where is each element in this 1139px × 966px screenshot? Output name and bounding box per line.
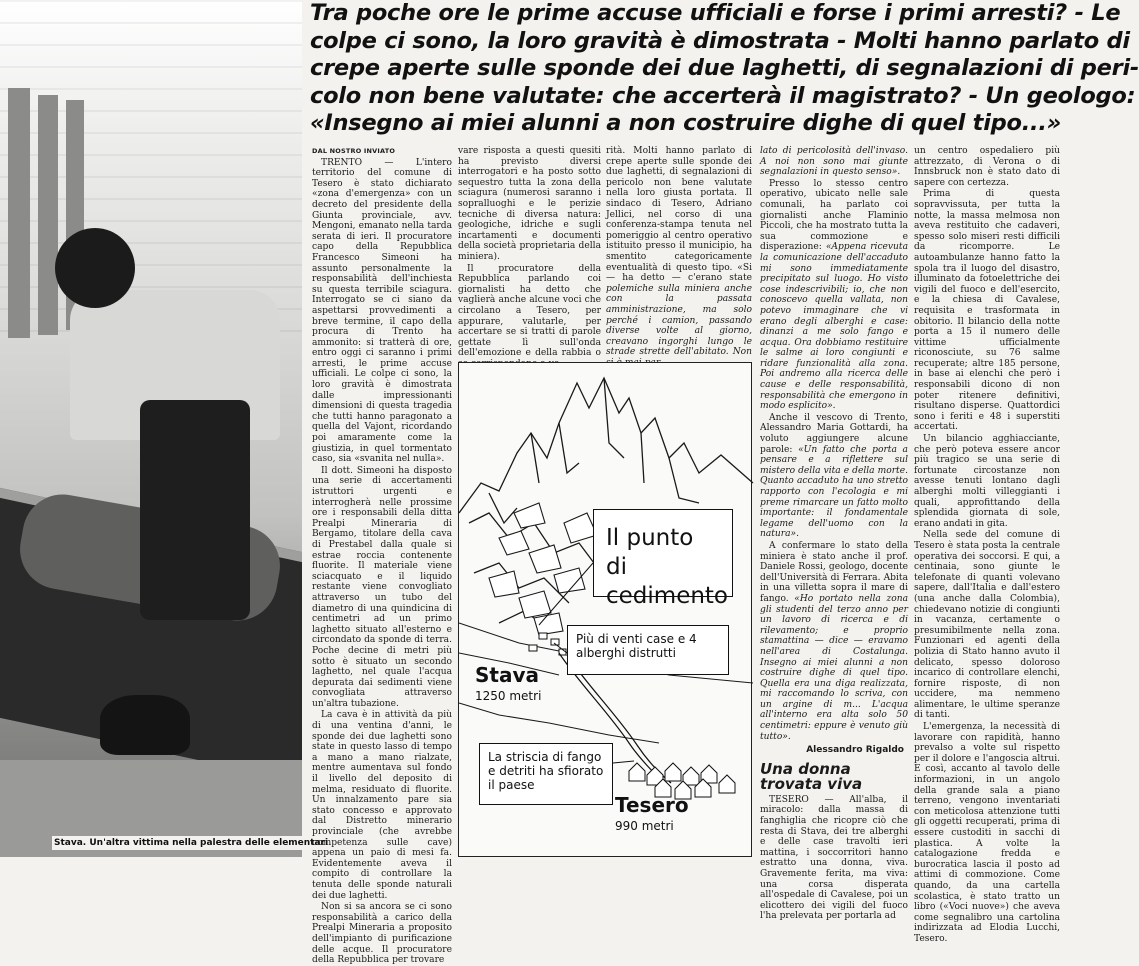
- article-paragraph: TRENTO — L'intero territorio del comune di Tesero è stato dichiarato «zona d'emergenza» con un decreto del presidente della Giunta provinciale, avv. Mengoni, emanato nella tarda serata di ieri. Il procuratore capo della Repubblica Francesco Simeoni ha assunto personalmente la responsabilità dell'inchiesta su questa terribile sciagura. Interrogato se ci siano da aspettarsi provvedimenti a breve termine, il capo della procura di Trento ha ammonito: si tratterà di ore, entro oggi ci saranno i primi arresti, le prime accuse ufficiali. Le colpe ci sono, la loro gravità è dimostrata dalle impressionanti dimensioni di questa tragedia che tutti hanno paragonato a quella del Vajont, ricordando poi amaramente come la giustizia, in quel tormentato caso, sia «svanita nel nulla».: [312, 157, 452, 465]
- article-paragraph: L'emergenza, la necessità di lavorare con rapidità, hanno prevalso a volte sul rispetto per il dolore e l'angoscia altrui. E così, accanto al tavolo delle informazioni, in un angolo della grande sala a piano terreno, vengono inventariati con meticolosa attenzione tutti gli oggetti recuperati, prima di essere custoditi in sacchi di plastica. A volte la catalogazione fredda e burocratica lascia il posto ad attimi di commozione. Come quando, da una cartella scolastica, è stato tratto un libro («Voci nuove») che aveva come segnalibro una cartolina indirizzata ad Elodia Lucchi, Tesero.: [914, 722, 1060, 944]
- article-quote: «Appena ricevuta la comunicazione dell'accaduto mi sono immediatamente precipitato sul luogo. Ho visto cose indescrivibili; io, che non conoscevo quella vallata, non potevo immaginare che vi erano degli alberghi e case: dinanzi a me solo fango e acqua. Ora dobbiamo restituire le salme ai loro congiunti e ridare funzionalità alla zona. Poi andremo alla ricerca delle cause e delle responsabilità, responsabilità che emergono in modo esplicito».: [760, 242, 908, 412]
- photo-rescuer-legs: [140, 400, 250, 620]
- map-title-line: di cedimento: [606, 554, 729, 609]
- article-text: Anche il vescovo di Trento, Alessandro Maria Gottardi, ha voluto aggiungere alcune parole:: [760, 412, 908, 455]
- article-column-1: [312, 146, 452, 966]
- article-paragraph: [760, 413, 908, 540]
- headline-line: «Insegno ai miei alunni a non costruire dighe di quel tipo...»: [310, 110, 1061, 136]
- headline-line: colpe ci sono, la loro gravità è dimostrata - Molti hanno parlato di: [310, 27, 1130, 54]
- headline: [310, 0, 1139, 142]
- article-column-2: [458, 146, 601, 358]
- headline-line: crepe aperte sulle sponde dei due laghetti, di segnalazioni di peri-: [310, 55, 1139, 81]
- article-paragraph: Il procuratore della Repubblica parlando coi giornalisti ha detto che vaglierà anche alcune voci che circolano a Tesero, per appurare, valutarle, per accertare se si tratti di parole gettate lì sull'onda dell'emozione e della rabbia o: [458, 263, 601, 359]
- news-photo: [0, 0, 329, 857]
- map-label-mud: La striscia di fango e detriti ha sfiorato il paese: [479, 743, 613, 805]
- photo-column: [8, 88, 30, 338]
- map-title-box: [593, 509, 733, 609]
- subheadline: Una donna trovata viva: [760, 759, 863, 793]
- article-paragraph: vare risposta a questi quesiti ha previsto diversi interrogatori e ha posto sotto sequestro tutta la zona della sciagura (numerosi saranno i sopralluoghi e le perizie tecniche di diversa natura: geologiche, idriche e sugli incartamenti e documenti della società proprietaria della miniera).: [458, 146, 601, 262]
- article-text: Presso lo stesso centro operativo, ubicato nelle sale comunali, ha parlato coi giornalisti anche Flaminio Piccoli, che ha mostrato tutta la sua commozione e disperazione:: [760, 178, 908, 253]
- article-quote: «Ho portato nella zona gli studenti del terzo anno per un lavoro di ricerca e di rilevamento; e proprio stamattina — dice — eravamo nell'area di Costalunga. Insegno ai miei alunni a non costruire dighe di quel tipo. Quella era una diga realizzata, mi raccomando lo scriva, con un argine di m... L'acqua all'interno era alta solo 50 centimetri: eppure è venuto giù tutto».: [760, 593, 908, 742]
- place-tesero: Tesero: [615, 793, 689, 817]
- article-paragraph: Prima di questa sopravvissuta, per tutta la notte, la massa melmosa non aveva restituito che cadaveri, spesso solo miseri resti difficili da ricomporre. Le autoambulanze hanno fatto la spola tra il luogo del disastro, illuminato da fotoelettriche dei vigili del fuoco e dell'esercito, e la chiesa di Cavalese, requisita e trasformata in obitorio. Il bilancio della notte porta a 15 il numero delle vittime ufficialmente riconosciute, su 76 salme recuperate; altre 185 persone, in base ai elenchi che però i responsabili dicono di non poter ritenere definitivi, risultano disperse. Quattordici sono i feriti e 48 i superstiti accertati.: [914, 189, 1060, 433]
- article-paragraph: Nella sede del comune di Tesero è stata posta la centrale operativa dei soccorsi. E qui, a centinaia, sono giunte le telefonate di quanti volevano sapere, dall'Italia e dall'estero (una anche dalla Colombia), chiedevano notizie di congiunti in vacanza, certamente o presumibilmente nella zona. Funzionari ed agenti della polizia di Stato hanno avuto il delicato, spesso doloroso incarico di controllare elenchi, fornire risposte, di non uccidere, ma nemmeno alimentare, le ultime speranze di tanti.: [914, 530, 1060, 721]
- article-quote: lato di pericolosità dell'invaso. A noi non sono mai giunte segnalazioni in questo senso».: [760, 146, 908, 178]
- photo-shoe: [100, 695, 190, 755]
- article-signature: Alessandro Rigaldo: [806, 745, 904, 756]
- article-paragraph: La cava è in attività da più di una ventina d'anni, le sponde dei due laghetti sono state in questo lasso di tempo a mano a mano rialzate, mentre aumentava sul fondo il livello del deposito di melma, residuato di fluorite. Un innalzamento pare sia stato concesso e approvato dal Distretto minerario provinciale (che avrebbe competenza sulle cave) appena un paio di mesi fa. Evidentemente aveva il compito di controllare la tenuta delle sponde naturali dei due laghetti.: [312, 710, 452, 901]
- map-title-line: Il punto: [606, 525, 694, 551]
- photo-caption: Stava. Un'altra vittima nella palestra delle elementari: [54, 838, 329, 848]
- photo-column: [38, 95, 58, 335]
- place-stava-altitude: 1250 metri: [475, 689, 542, 703]
- article-column-5: [914, 146, 1060, 944]
- article-paragraph: [760, 541, 908, 742]
- article-quote: «Un fatto che porta a pensare e a riflettere sul mistero della vita e della morte. Quanto accaduto ha uno stretto rapporto con l'ecologia e mi preme rimarcare un fatto molto importante: il fondamentale legame dell'uomo con la natura».: [760, 444, 908, 540]
- article-text: A confermare lo stato della miniera è stato anche il prof. Daniele Rossi, geologo, docente dell'Università di Ferrara. Abita in una villetta sopra il mare di fango.: [760, 540, 908, 604]
- map-label-houses: Più di venti case e 4 alberghi distrutti: [567, 625, 729, 675]
- article-paragraph: Un bilancio agghiacciante, che però poteva essere ancor più tragico se una serie di fortunate circostanze non avesse tenuti lontano dagli alberghi molti villeggianti i quali, approfittando della splendida giornata di sole, erano andati in gita.: [914, 434, 1060, 529]
- headline-line: colo non bene valutate: che accerterà il magistrato? - Un geologo:: [310, 82, 1136, 109]
- map-illustration: [458, 362, 752, 857]
- article-column-3: [606, 146, 752, 358]
- article-paragraph: [606, 146, 752, 368]
- article-paragraph: Il dott. Simeoni ha disposto una serie di accertamenti istruttori urgenti e interrogherà nelle prossime ore i responsabili della ditta Prealpi Mineraria di Bergamo, titolare della cava di Prestabel dalla quale si estrae roccia contenente fluorite. Il materiale viene sciacquato e il liquido restante viene convogliato attraverso un tubo del diametro di una quindicina di centimetri ad un primo laghetto situato all'esterno e circondato da sponde di terra. Poche decine di metri più sotto è situato un secondo laghetto, nel quale l'acqua depurata dai sedimenti viene convogliata attraverso un'altra tubazione.: [312, 465, 452, 709]
- article-text: rità. Molti hanno parlato di crepe aperte sulle sponde dei due laghetti, di segnalazioni di pericolo non bene valutate nella loro giusta portata. Il sindaco di Tesero, Adriano Jellici, nel corso di una conferenza-stampa tenuta nel pomeriggio al centro operativo istituito presso il municipio, ha smentito categoricamente eventualità di questo tipo. «Si — ha detto — c'erano state: [606, 146, 752, 284]
- byline-top: DAL NOSTRO INVIATO: [312, 147, 396, 155]
- headline-line: Tra poche ore le prime accuse ufficiali e forse i primi arresti? - Le: [310, 0, 1121, 26]
- photo-rescuer-head: [55, 228, 135, 308]
- article-paragraph: Non si sa ancora se ci sono responsabilità a carico della Prealpi Mineraria a proposito dell'impianto di purificazione delle acque. Il procuratore della Repubblica per trovare: [312, 902, 452, 966]
- article-quote: polemiche sulla miniera anche con la passata amministrazione, ma solo perché i camion, passando diverse volte al giorno, creavano ingorghi lungo le strade strette dell'abitato. Non: [606, 283, 752, 358]
- article-paragraph: TESERO — All'alba, il miracolo: dalla massa di fanghiglia che ricopre ciò che resta di Stava, dei tre alberghi e delle case travolti ieri mattina, i soccorritori hanno estratto una donna, viva. Gravemente ferita, ma viva: una corsa disperata all'ospedale di Cavalese, poi un elicottero dei vigili del fuoco l'ha prelevata per portarla ad: [760, 794, 908, 922]
- place-tesero-altitude: 990 metri: [615, 819, 674, 833]
- place-stava: Stava: [475, 663, 539, 687]
- article-column-4: [760, 146, 908, 922]
- article-paragraph: [760, 179, 908, 412]
- article-paragraph: un centro ospedaliero più attrezzato, di Verona o di Innsbruck non è stato dato di sapere con certezza.: [914, 146, 1060, 188]
